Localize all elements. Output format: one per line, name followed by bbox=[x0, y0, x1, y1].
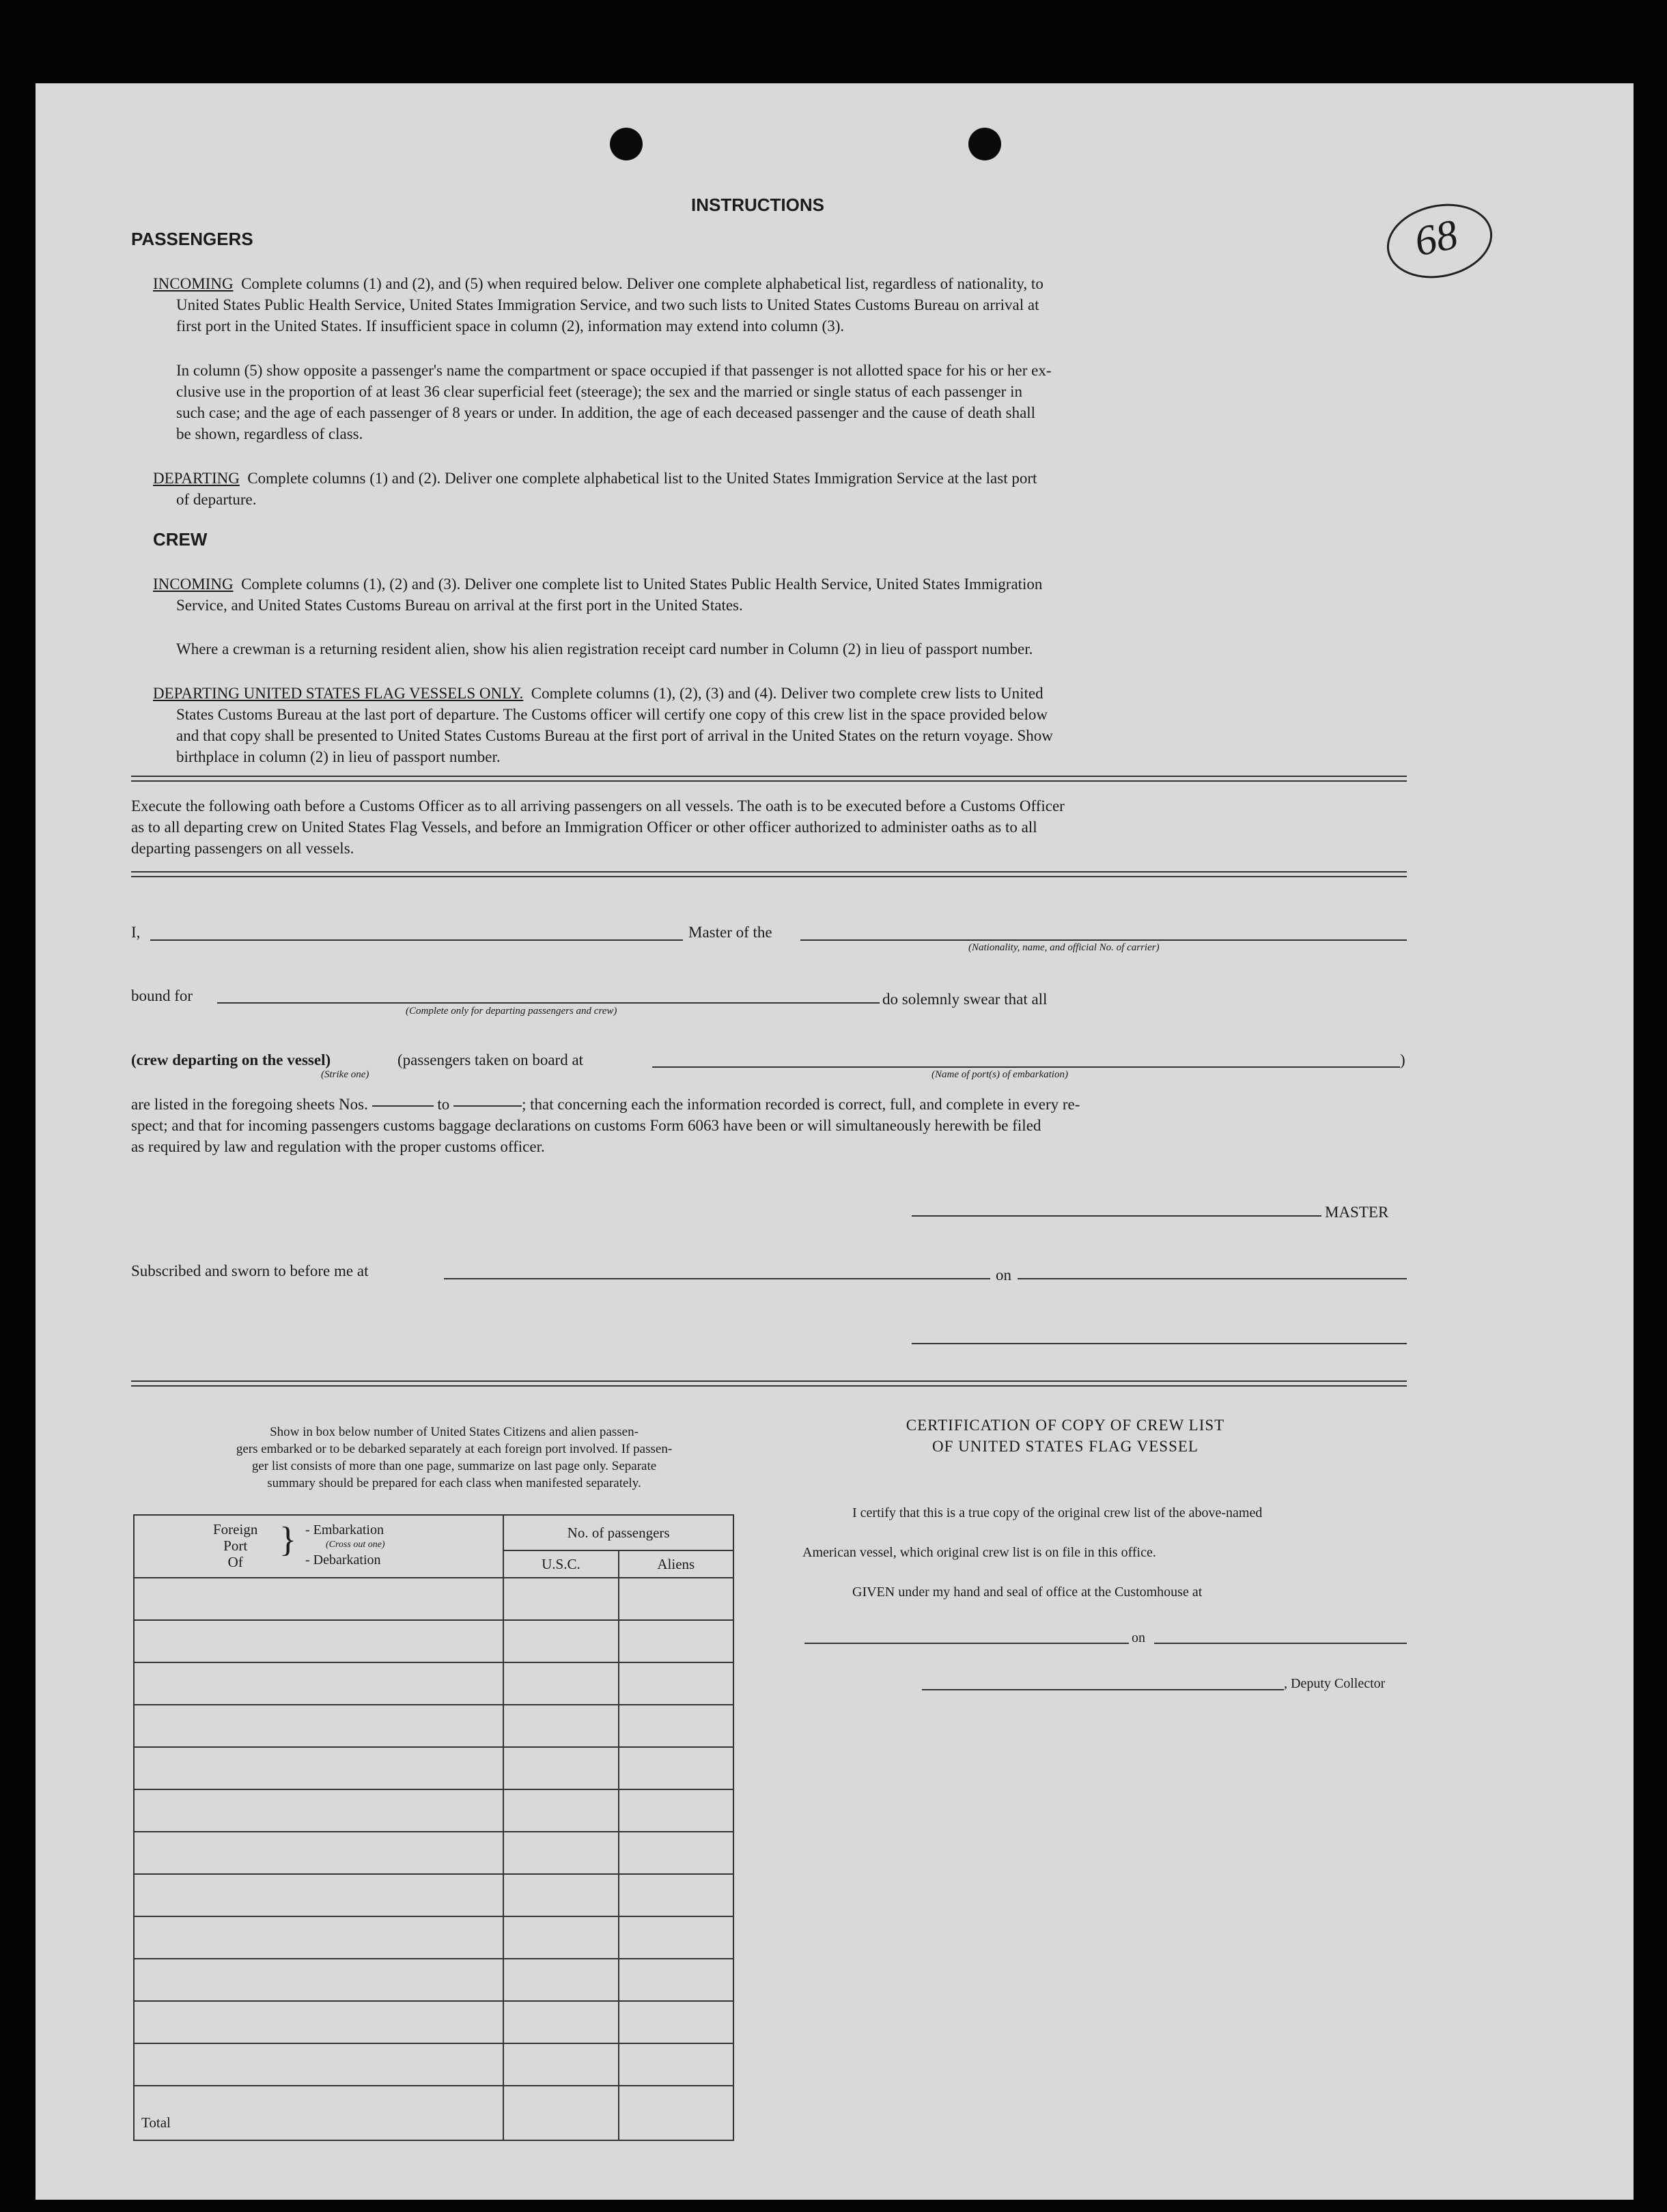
subscribed-label: Subscribed and sworn to before me at bbox=[131, 1262, 369, 1279]
sheet-from-field[interactable] bbox=[372, 1105, 434, 1107]
sworn-date-field[interactable] bbox=[1018, 1278, 1407, 1279]
punch-hole bbox=[968, 128, 1001, 160]
oath-intro-1: Execute the following oath before a Customs Officer as to all arriving passengers on all vessels. The oath is to be executed before a Customs Officer bbox=[131, 797, 1065, 814]
aliens-cell[interactable] bbox=[619, 1832, 733, 1874]
table-row bbox=[134, 1959, 733, 2001]
customhouse-field[interactable] bbox=[804, 1643, 1129, 1644]
table-row bbox=[134, 1832, 733, 1874]
incoming-line-2: United States Public Health Service, United States Immigration Service, and two such lists to United States Customs Bureau on arrival at bbox=[176, 296, 1039, 313]
aliens-cell[interactable] bbox=[619, 1747, 733, 1789]
usc-cell[interactable] bbox=[503, 1959, 618, 2001]
usc-cell[interactable] bbox=[503, 1832, 618, 1874]
listed-line-1 bbox=[131, 1094, 1080, 1115]
usc-cell[interactable] bbox=[503, 2043, 618, 2086]
col5-line-3: such case; and the age of each passenger of 8 years or under. In addition, the age of each deceased passenger and the cause of death shall bbox=[176, 404, 1036, 421]
departing-line-2: of departure. bbox=[176, 491, 257, 508]
aliens-cell[interactable] bbox=[619, 1620, 733, 1662]
usc-cell[interactable] bbox=[503, 2001, 618, 2043]
crew-incoming-text: Complete columns (1), (2) and (3). Deliver one complete list to United States Public Health Service, United States Immigration bbox=[241, 576, 1043, 593]
crewman-text: Where a crewman is a returning resident alien, show his alien registration receipt card number in Column (2) in lieu of passport number. bbox=[176, 640, 1033, 657]
table-row bbox=[134, 2043, 733, 2086]
summary-line-1: Show in box below number of United States Citizens and alien passen- bbox=[270, 1425, 639, 1439]
embarkation-port-field[interactable] bbox=[652, 1066, 1400, 1068]
crew-incoming-line-1 bbox=[153, 573, 1042, 595]
flag-text: Complete columns (1), (2), (3) and (4). Deliver two complete crew lists to United bbox=[531, 685, 1043, 702]
listed-suffix: ; that concerning each the information recorded is correct, full, and complete in every re- bbox=[521, 1096, 1080, 1113]
aliens-cell[interactable] bbox=[619, 1662, 733, 1705]
master-label: MASTER bbox=[1325, 1204, 1389, 1221]
usc-cell[interactable] bbox=[503, 1578, 618, 1620]
embark-options bbox=[305, 1522, 385, 1568]
aliens-cell[interactable] bbox=[619, 1916, 733, 1959]
no-passengers-header: No. of passengers bbox=[503, 1515, 733, 1550]
port-cell[interactable] bbox=[134, 1916, 503, 1959]
summary-line-4: summary should be prepared for each class when manifested separately. bbox=[267, 1476, 641, 1490]
port-caption: (Name of port(s) of embarkation) bbox=[931, 1069, 1068, 1080]
certify-text: I certify that this is a true copy of the original crew list of the above-named bbox=[852, 1505, 1263, 1520]
port-cell[interactable] bbox=[134, 1789, 503, 1832]
incoming-text: Complete columns (1) and (2), and (5) when required below. Deliver one complete alphabetical list, regardless of nationality, to bbox=[241, 275, 1043, 292]
aliens-cell[interactable] bbox=[619, 2043, 733, 2086]
table-row bbox=[134, 1578, 733, 1620]
oath-i-label: I, bbox=[131, 924, 141, 941]
brace: } bbox=[279, 1520, 296, 1559]
embarkation-option[interactable]: - Embarkation bbox=[305, 1522, 384, 1537]
carrier-field[interactable] bbox=[800, 939, 1407, 941]
complete-caption: (Complete only for departing passengers and crew) bbox=[406, 1006, 617, 1017]
usc-cell[interactable] bbox=[503, 1789, 618, 1832]
usc-cell[interactable] bbox=[503, 1662, 618, 1705]
cert-on-label: on bbox=[1132, 1630, 1145, 1645]
certification-title-1: CERTIFICATION OF COPY OF CREW LIST bbox=[906, 1417, 1225, 1434]
table-row bbox=[134, 2001, 733, 2043]
port-header bbox=[134, 1515, 503, 1578]
port-cell[interactable] bbox=[134, 1747, 503, 1789]
usc-cell[interactable] bbox=[503, 1747, 618, 1789]
certification-title-2: OF UNITED STATES FLAG VESSEL bbox=[932, 1438, 1199, 1455]
listed-line-2: spect; and that for incoming passengers customs baggage declarations on customs Form 6063 have been or will simultaneously herewith be filed bbox=[131, 1117, 1041, 1134]
aliens-cell[interactable] bbox=[619, 2001, 733, 2043]
nationality-caption: (Nationality, name, and official No. of carrier) bbox=[968, 942, 1160, 953]
port-cell[interactable] bbox=[134, 2001, 503, 2043]
punch-hole bbox=[610, 128, 643, 160]
sworn-place-field[interactable] bbox=[444, 1278, 990, 1279]
total-row bbox=[134, 2086, 733, 2140]
incoming-label: INCOMING bbox=[153, 275, 234, 292]
usc-cell[interactable] bbox=[503, 1620, 618, 1662]
summary-instructions bbox=[164, 1423, 744, 1492]
passengers-heading: PASSENGERS bbox=[131, 229, 253, 249]
oath-intro-2: as to all departing crew on United States Flag Vessels, and before an Immigration Officer or other officer authorized to administer oaths as to all bbox=[131, 819, 1037, 836]
strike-one-caption: (Strike one) bbox=[321, 1069, 369, 1080]
master-of-label: Master of the bbox=[688, 924, 772, 941]
foreign-label: Foreign bbox=[213, 1521, 258, 1537]
incoming-line-1 bbox=[153, 273, 1043, 294]
passenger-summary-table bbox=[133, 1514, 734, 2141]
usc-header: U.S.C. bbox=[503, 1550, 618, 1578]
divider bbox=[131, 776, 1407, 777]
swear-label: do solemnly swear that all bbox=[882, 991, 1048, 1008]
col5-line-4: be shown, regardless of class. bbox=[176, 425, 363, 442]
col5-line-1: In column (5) show opposite a passenger's name the compartment or space occupied if that passenger is not allotted space for his or her ex- bbox=[176, 362, 1052, 379]
table-row bbox=[134, 1747, 733, 1789]
listed-line-3: as required by law and regulation with the proper customs officer. bbox=[131, 1138, 545, 1155]
aliens-cell[interactable] bbox=[619, 1789, 733, 1832]
departing-line-1 bbox=[153, 468, 1037, 489]
flag-line-2: States Customs Bureau at the last port of departure. The Customs officer will certify one copy of this crew list in the space provided below bbox=[176, 706, 1048, 723]
cross-out-caption: (Cross out one) bbox=[326, 1540, 385, 1550]
port-cell[interactable] bbox=[134, 1578, 503, 1620]
instructions-title: INSTRUCTIONS bbox=[691, 195, 824, 215]
page-number: 68 bbox=[1410, 211, 1462, 266]
flag-label: DEPARTING UNITED STATES FLAG VESSELS ONLY. bbox=[153, 685, 524, 702]
divider bbox=[131, 1380, 1407, 1382]
master-signature-field[interactable] bbox=[912, 1215, 1321, 1217]
usc-cell[interactable] bbox=[503, 1874, 618, 1916]
flag-line-4: birthplace in column (2) in lieu of passport number. bbox=[176, 748, 501, 765]
port-cell[interactable] bbox=[134, 1620, 503, 1662]
table-row bbox=[134, 1662, 733, 1705]
given-text: GIVEN under my hand and seal of office at the Customhouse at bbox=[852, 1585, 1203, 1600]
departing-text: Complete columns (1) and (2). Deliver one complete alphabetical list to the United States Immigration Service at the last port bbox=[247, 470, 1037, 487]
sworn-on-label: on bbox=[996, 1266, 1011, 1284]
table-row bbox=[134, 1789, 733, 1832]
close-paren: ) bbox=[1400, 1051, 1405, 1068]
table-row bbox=[134, 1705, 733, 1747]
sheet-to-field[interactable] bbox=[453, 1105, 522, 1107]
bound-for-label: bound for bbox=[131, 987, 193, 1004]
summary-line-3: ger list consists of more than one page, summarize on last page only. Separate bbox=[251, 1459, 657, 1473]
port-label: Port bbox=[223, 1537, 248, 1554]
port-cell[interactable] bbox=[134, 1959, 503, 2001]
debarkation-option[interactable]: - Debarkation bbox=[305, 1552, 381, 1568]
divider bbox=[131, 1385, 1407, 1387]
crew-incoming-label: INCOMING bbox=[153, 576, 234, 593]
cert-date-field[interactable] bbox=[1154, 1643, 1407, 1644]
port-cell[interactable] bbox=[134, 1705, 503, 1747]
table-row bbox=[134, 1620, 733, 1662]
divider bbox=[131, 871, 1407, 873]
aliens-cell[interactable] bbox=[619, 1705, 733, 1747]
aliens-cell[interactable] bbox=[619, 1578, 733, 1620]
deputy-collector-label: , Deputy Collector bbox=[1284, 1676, 1386, 1691]
table-row bbox=[134, 1874, 733, 1916]
aliens-cell[interactable] bbox=[619, 1874, 733, 1916]
table-row bbox=[134, 1916, 733, 1959]
listed-prefix: are listed in the foregoing sheets Nos. bbox=[131, 1096, 368, 1113]
summary-line-2: gers embarked or to be debarked separately at each foreign port involved. If passen- bbox=[236, 1442, 673, 1456]
port-cell[interactable] bbox=[134, 1662, 503, 1705]
port-cell[interactable] bbox=[134, 1832, 503, 1874]
port-cell[interactable] bbox=[134, 1874, 503, 1916]
flag-line-1 bbox=[153, 683, 1043, 704]
crew-heading: CREW bbox=[153, 529, 208, 550]
of-label: Of bbox=[227, 1554, 243, 1570]
port-header-label bbox=[213, 1521, 257, 1570]
aliens-total-cell[interactable] bbox=[619, 2086, 733, 2140]
bound-for-field[interactable] bbox=[217, 1002, 880, 1004]
certification-title bbox=[806, 1415, 1407, 1457]
passengers-taken-option[interactable]: (passengers taken on board at bbox=[397, 1051, 584, 1068]
usc-cell[interactable] bbox=[503, 1916, 618, 1959]
divider bbox=[131, 780, 1407, 782]
total-label: Total bbox=[134, 2086, 503, 2140]
crew-departing-option[interactable]: (crew departing on the vessel) bbox=[131, 1051, 331, 1068]
port-cell[interactable] bbox=[134, 2043, 503, 2086]
col5-line-2: clusive use in the proportion of at least 36 clear superficial feet (steerage); the sex and the married or single status of each passenger in bbox=[176, 383, 1022, 400]
incoming-line-3: first port in the United States. If insufficient space in column (2), information may extend into column (3). bbox=[176, 317, 845, 335]
oath-intro-3: departing passengers on all vessels. bbox=[131, 840, 354, 857]
usc-total-cell[interactable] bbox=[503, 2086, 618, 2140]
american-vessel-text: American vessel, which original crew list is on file in this office. bbox=[802, 1545, 1156, 1560]
flag-line-3: and that copy shall be presented to United States Customs Bureau at the first port of arrival in the United States on the return voyage. Show bbox=[176, 727, 1053, 744]
aliens-header: Aliens bbox=[619, 1550, 733, 1578]
divider bbox=[131, 876, 1407, 877]
master-name-field[interactable] bbox=[150, 939, 683, 941]
usc-cell[interactable] bbox=[503, 1705, 618, 1747]
aliens-cell[interactable] bbox=[619, 1959, 733, 2001]
officer-signature-field[interactable] bbox=[912, 1343, 1407, 1344]
departing-label: DEPARTING bbox=[153, 470, 240, 487]
crew-incoming-line-2: Service, and United States Customs Bureau on arrival at the first port in the United States. bbox=[176, 597, 743, 614]
deputy-signature-field[interactable] bbox=[922, 1689, 1284, 1690]
listed-to: to bbox=[437, 1096, 450, 1113]
